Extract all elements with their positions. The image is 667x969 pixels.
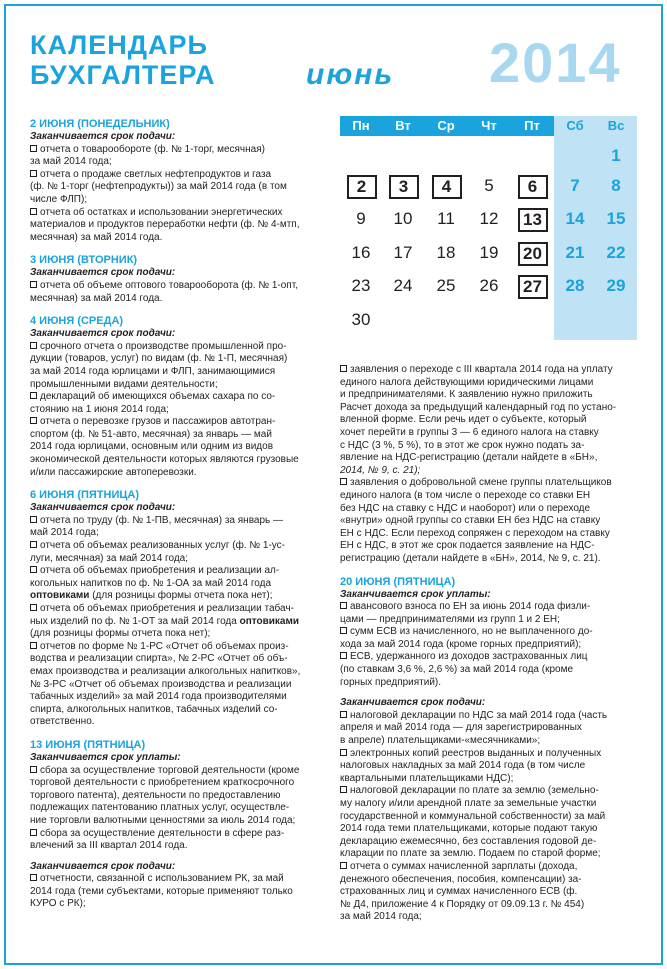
checkbox-icon	[340, 478, 347, 485]
calendar-day: 7	[570, 176, 580, 195]
list-item: отчета об объемах реализованных услуг (ф. № 1-ус-	[30, 540, 322, 553]
weekday-label: Вс	[607, 118, 625, 133]
section-subheading: Заканчивается срок подачи:	[30, 860, 176, 872]
checkbox-icon	[30, 566, 37, 573]
calendar-day: 20	[511, 242, 553, 266]
calendar-day: 30	[351, 310, 371, 329]
calendar-day: 3	[382, 175, 424, 199]
text-line: «внутри» одной группы со ставки ЕН без НДС на ставку	[340, 515, 601, 527]
text-line: вленной форме. Если речь идет о субъекте, который	[340, 414, 587, 426]
text-line: в апреле) плательщиками-«месячниками»;	[340, 735, 541, 747]
text-line: ных изделий по ф. № 1-ОТ за май 2014 года оптовиками	[30, 615, 300, 627]
checkbox-icon	[340, 602, 347, 609]
list-item: налоговой декларации по НДС за май 2014 года (часть	[340, 710, 638, 723]
calendar-day: 24	[393, 276, 413, 295]
text-line: ответственно.	[30, 716, 95, 728]
weekday-label: Пт	[524, 118, 540, 133]
section-heading: 20 ИЮНЯ (ПЯТНИЦА)	[340, 575, 456, 588]
checkbox-icon	[30, 874, 37, 881]
text-line: (по ставкам 3,6 %, 2,6 %) за май 2014 года (кроме	[340, 664, 574, 676]
checkbox-icon	[30, 392, 37, 399]
list-item: отчета о товарообороте (ф. № 1-торг, месячная)	[30, 144, 322, 157]
text-line: оптовиками (для розницы формы отчета пока нет);	[30, 590, 273, 602]
list-item: отчета о перевозке грузов и пассажиров автотран-	[30, 416, 322, 429]
calendar-day: 5	[484, 176, 494, 195]
weekday-label: Сб	[566, 118, 584, 133]
checkbox-icon	[340, 862, 347, 869]
list-item: сумм ЕСВ из начисленного, но не выплаченного до-	[340, 626, 638, 639]
section-heading: 4 ИЮНЯ (СРЕДА)	[30, 315, 124, 328]
text-line: государственной и коммунальной собственности) за май	[340, 810, 606, 822]
checkbox-icon	[340, 749, 347, 756]
section-heading: 13 ИЮНЯ (ПЯТНИЦА)	[30, 738, 146, 751]
calendar-day: 8	[611, 176, 621, 195]
text-line: и/или пассажирские автоперевозки.	[30, 466, 197, 478]
text-line: цами — предпринимателями из групп 1 и 2 ЕН;	[340, 613, 560, 625]
checkbox-icon	[30, 516, 37, 523]
calendar-day: 15	[606, 209, 626, 228]
text-line: единого налога (в том числе о переходе со ставки ЕН	[340, 489, 591, 501]
text-line: дукции (товаров, услуг) по видам (ф. № 1-П, месячная)	[30, 353, 288, 365]
calendar-day: 29	[606, 276, 626, 295]
checkbox-icon	[30, 642, 37, 649]
checkbox-icon	[340, 652, 347, 659]
title-line-2: БУХГАЛТЕРА	[30, 60, 216, 90]
text-line: месячная) за май 2014 года.	[30, 231, 163, 243]
list-item: ЕСВ, удержанного из доходов застрахованных лиц	[340, 651, 638, 664]
calendar-day: 17	[393, 243, 413, 262]
checkbox-icon	[340, 711, 347, 718]
text-line: денежного обеспечения, пособия, компенсации) за-	[340, 873, 582, 885]
text-line: и предпринимателями. К заявлению нужно приложить	[340, 389, 593, 401]
checkbox-icon	[30, 170, 37, 177]
calendar-day: 27	[511, 275, 553, 299]
text-line: материалов и продуктов переработки нефти (ф. № 4-мтп,	[30, 219, 300, 231]
section-subheading: Заканчивается срок подачи:	[30, 131, 176, 142]
list-item: деклараций об имеющихся объемах сахара по со-	[30, 391, 322, 404]
text-line: ЕН с НДС, в этот же срок подается заявление на НДС-	[340, 540, 595, 552]
section-subheading: Заканчивается срок уплаты:	[340, 588, 491, 600]
checkbox-icon	[340, 627, 347, 634]
text-line: май 2014 года;	[30, 527, 99, 539]
calendar-day: 22	[606, 243, 626, 262]
list-item: налоговой декларации по плате за землю (земельно-	[340, 785, 638, 798]
section-subheading: Заканчивается срок уплаты:	[30, 751, 181, 763]
list-item: электронных копий реестров выданных и полученных	[340, 748, 638, 761]
text-line: за май 2014 года юрлицами и ФЛП, занимающимися	[30, 365, 276, 377]
text-line: 2014 года (теми субъектами, которые применяют только	[30, 885, 293, 897]
text-line: экономической деятельности которых являются грузовые	[30, 454, 299, 466]
text-line: апреля и май 2014 года — для зарегистрированных	[340, 722, 582, 734]
text-line: без НДС на ставку с НДС и наоборот) или о переходе	[340, 502, 591, 514]
page-title	[30, 30, 216, 90]
list-item: отчетов по форме № 1-РС «Отчет об объемах произ-	[30, 641, 322, 654]
text-line: ЕН с НДС. Если переход сопряжен с переходом на ставку	[340, 527, 610, 539]
weekday-label: Чт	[481, 118, 497, 133]
weekday-label: Пн	[352, 118, 370, 133]
section-heading: 2 ИЮНЯ (ПОНЕДЕЛЬНИК)	[30, 118, 170, 130]
text-line: КУРО с РК);	[30, 898, 86, 910]
text-line: с НДС (3 %, 5 %), то в этот же срок нужно подать за-	[340, 439, 585, 451]
list-item: отчета о суммах начисленной зарплаты (дохода,	[340, 861, 638, 874]
calendar-day: 16	[351, 243, 371, 262]
year-label: 2014	[489, 31, 622, 94]
calendar-day: 23	[351, 276, 371, 295]
text-line: подлежащих патентованию платных услуг, осуществле-	[30, 802, 290, 814]
text-line: когольных напитков по ф. № 1-ОА за май 2014 года	[30, 577, 272, 589]
text-line: влечений за III квартал 2014 года.	[30, 840, 188, 852]
text-line: 2014 года юрлицами, основным или одним из видов	[30, 441, 274, 453]
list-item: сбора за осуществление торговой деятельности (кроме	[30, 765, 322, 778]
month-label: июнь	[306, 58, 395, 91]
text-line: торгового патента), деятельности по предоставлению	[30, 789, 281, 801]
text-line: за май 2014 года;	[340, 911, 422, 923]
text-line: му налогу и/или арендной плате за земельные участки	[340, 798, 597, 809]
calendar-day: 18	[436, 243, 456, 262]
text-line: числе ФЛП);	[30, 193, 88, 205]
text-line: емах производства и реализации алкогольных напитков»,	[30, 665, 301, 677]
text-line: луги, месячная) за май 2014 года;	[30, 552, 188, 564]
calendar-day: 6	[511, 175, 553, 199]
text-line: табачных изделий» за май 2014 года производителями	[30, 691, 287, 703]
text-line: регистрацию (детали найдете в «БН», 2014, № 9, с. 21).	[340, 552, 601, 564]
calendar-day: 19	[479, 243, 499, 262]
text-line: квартальными плательщиками НДС);	[340, 772, 514, 784]
text-line: ние торговли валютными ценностями за июль 2014 года;	[30, 814, 296, 826]
checkbox-icon	[30, 829, 37, 836]
calendar-day: 14	[565, 209, 585, 228]
title-line-1: КАЛЕНДАРЬ	[30, 30, 208, 60]
text-line: единого налога действующими юридическими лицами	[340, 376, 594, 388]
weekday-label: Ср	[437, 118, 455, 133]
calendar-day: 28	[565, 276, 585, 295]
left-column	[30, 108, 322, 911]
list-item: срочного отчета о производстве промышленной про-	[30, 341, 322, 354]
list-item: отчета об остатках и использовании энергетических	[30, 207, 322, 220]
text-line: водства и реализации спирта», № 2-РС «Отчет об объ-	[30, 653, 288, 665]
calendar-day: 26	[479, 276, 499, 295]
section-subheading: Заканчивается срок подачи:	[30, 328, 176, 340]
calendar-day: 4	[425, 175, 467, 199]
checkbox-icon	[30, 281, 37, 288]
checkbox-icon	[30, 342, 37, 349]
checkbox-icon	[340, 365, 347, 372]
list-item: отчета по труду (ф. № 1-ПВ, месячная) за январь —	[30, 515, 322, 528]
list-item: отчетности, связанной с использованием РК, за май	[30, 873, 322, 886]
calendar-day: 10	[393, 209, 413, 228]
checkbox-icon	[30, 604, 37, 611]
text-line: (ф. № 1-торг (нефтепродукты)) за май 2014 года (в том	[30, 181, 287, 193]
checkbox-icon	[30, 417, 37, 424]
checkbox-icon	[30, 541, 37, 548]
checkbox-icon	[340, 786, 347, 793]
calendar-day: 12	[479, 209, 499, 228]
calendar-day: 11	[437, 209, 455, 228]
text-line: Расчет дохода за предыдущий календарный год по устано-	[340, 401, 617, 413]
text-line: № 3-РС «Отчет об объемах производства и реализации	[30, 678, 292, 690]
text-line: за май 2014 года;	[30, 156, 112, 168]
section-heading: 6 ИЮНЯ (ПЯТНИЦА)	[30, 489, 140, 502]
text-line: (для розницы формы отчета пока нет);	[30, 628, 211, 640]
text-line: № Д4, приложение 4 к Порядку от 09.09.13 г. № 454)	[340, 898, 585, 910]
text-line: промышленными видами деятельности;	[30, 378, 218, 390]
text-line: явление на НДС-регистрацию (детали найдете в «БН»,	[340, 452, 598, 464]
list-item: отчета об объемах приобретения и реализации ал-	[30, 565, 322, 578]
checkbox-icon	[30, 145, 37, 152]
section-subheading: Заканчивается срок подачи:	[30, 267, 176, 279]
section-subheading: Заканчивается срок подачи:	[30, 502, 176, 514]
text-line: хочет перейти в группы 3 — 6 единого налога на ставку	[340, 426, 599, 438]
text-line: кларации по плате за землю. Подаем по старой форме;	[340, 848, 601, 860]
checkbox-icon	[30, 766, 37, 773]
calendar-day: 13	[511, 208, 553, 232]
section-heading: 3 ИЮНЯ (ВТОРНИК)	[30, 254, 138, 267]
section-subheading: Заканчивается срок подачи:	[340, 697, 486, 709]
text-line: спирта, алкогольных напитков, табачных изделий со-	[30, 703, 278, 715]
right-column	[340, 364, 638, 924]
text-line: месячная) за май 2014 года.	[30, 292, 163, 304]
list-item: сбора за осуществление деятельности в сфере раз-	[30, 828, 322, 841]
weekday-label: Вт	[395, 118, 411, 133]
text-line: 2014, № 9, с. 21);	[340, 464, 421, 476]
calendar-day: 1	[611, 146, 621, 165]
list-item: отчета об объемах приобретения и реализации табач-	[30, 603, 322, 616]
text-line: страхованных лиц и суммах начисленного ЕСВ (ф.	[340, 886, 578, 898]
list-item: отчета об объеме оптового товарооборота (ф. № 1-опт,	[30, 280, 322, 293]
checkbox-icon	[30, 208, 37, 215]
text-line: налоговых накладных за май 2014 года (в том числе	[340, 760, 586, 772]
text-line: декларацию ежемесячно, без составления годовой де-	[340, 835, 597, 847]
text-line: спортом (ф. № 51-авто, месячная) за январь — май	[30, 428, 272, 440]
text-line: хода за май 2014 года (кроме горных предприятий);	[340, 638, 582, 650]
list-item: авансового взноса по ЕН за июнь 2014 года физли-	[340, 601, 638, 614]
calendar-day: 25	[436, 276, 456, 295]
list-item: отчета о продаже светлых нефтепродуктов и газа	[30, 169, 322, 182]
calendar-day: 21	[565, 243, 585, 262]
list-item: заявления о переходе с III квартала 2014 года на уплату	[340, 364, 638, 377]
text-line: стоянию на 1 июня 2014 года;	[30, 403, 169, 415]
calendar-day: 9	[356, 209, 366, 228]
list-item: заявления о добровольной смене группы плательщиков	[340, 477, 638, 490]
text-line: 2014 года теми плательщиками, которые подают такую	[340, 823, 598, 835]
text-line: горных предприятий).	[340, 676, 442, 688]
calendar-day: 2	[340, 175, 382, 199]
text-line: торговой деятельности с приобретением краткосрочного	[30, 777, 295, 789]
